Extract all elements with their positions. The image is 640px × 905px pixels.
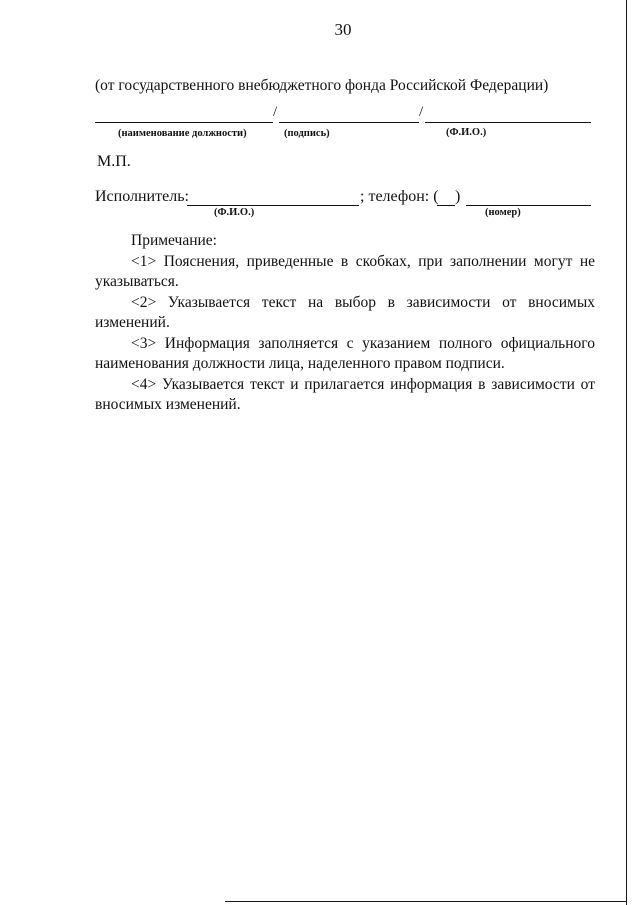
note-item: <2> Указывается текст на выбор в зависимости от вносимых изменений. [95, 293, 595, 331]
signature-row [95, 104, 591, 124]
position-underline [95, 122, 273, 123]
page-number: 30 [334, 20, 352, 39]
executor-name-caption: (Ф.И.О.) [214, 207, 255, 218]
position-caption: (наименование должности) [118, 128, 247, 139]
stamp-label: М.П. [97, 153, 131, 170]
note-item: <4> Указывается текст и прилагается информация в зависимости от вносимых изменений. [95, 375, 595, 413]
separator-slash: / [419, 104, 424, 120]
executor-label: Исполнитель: [95, 188, 189, 205]
phone-code-underline [437, 205, 455, 206]
signature-underline [279, 122, 419, 123]
phone-number-caption: (номер) [485, 207, 521, 218]
phone-close-paren: ) [455, 188, 461, 205]
phone-label: ; телефон: ( [360, 188, 439, 205]
organization-line: (от государственного внебюджетного фонда Российской Федерации) [95, 77, 549, 94]
notes-section [95, 231, 595, 416]
phone-number-underline [466, 205, 591, 206]
notes-heading: Примечание: [131, 232, 217, 249]
signature-caption: (подпись) [284, 128, 330, 139]
executor-name-underline [187, 205, 359, 206]
page-edge-right [626, 0, 627, 905]
page-edge-bottom [225, 901, 626, 902]
note-item: <1> Пояснения, приведенные в скобках, при заполнении могут не указываться. [95, 252, 595, 290]
note-item: <3> Информация заполняется с указанием полного официального наименования должности лица, наделенного правом подписи. [95, 334, 595, 372]
full-name-caption: (Ф.И.О.) [446, 127, 487, 138]
full-name-underline [425, 122, 591, 123]
separator-slash: / [273, 104, 278, 120]
